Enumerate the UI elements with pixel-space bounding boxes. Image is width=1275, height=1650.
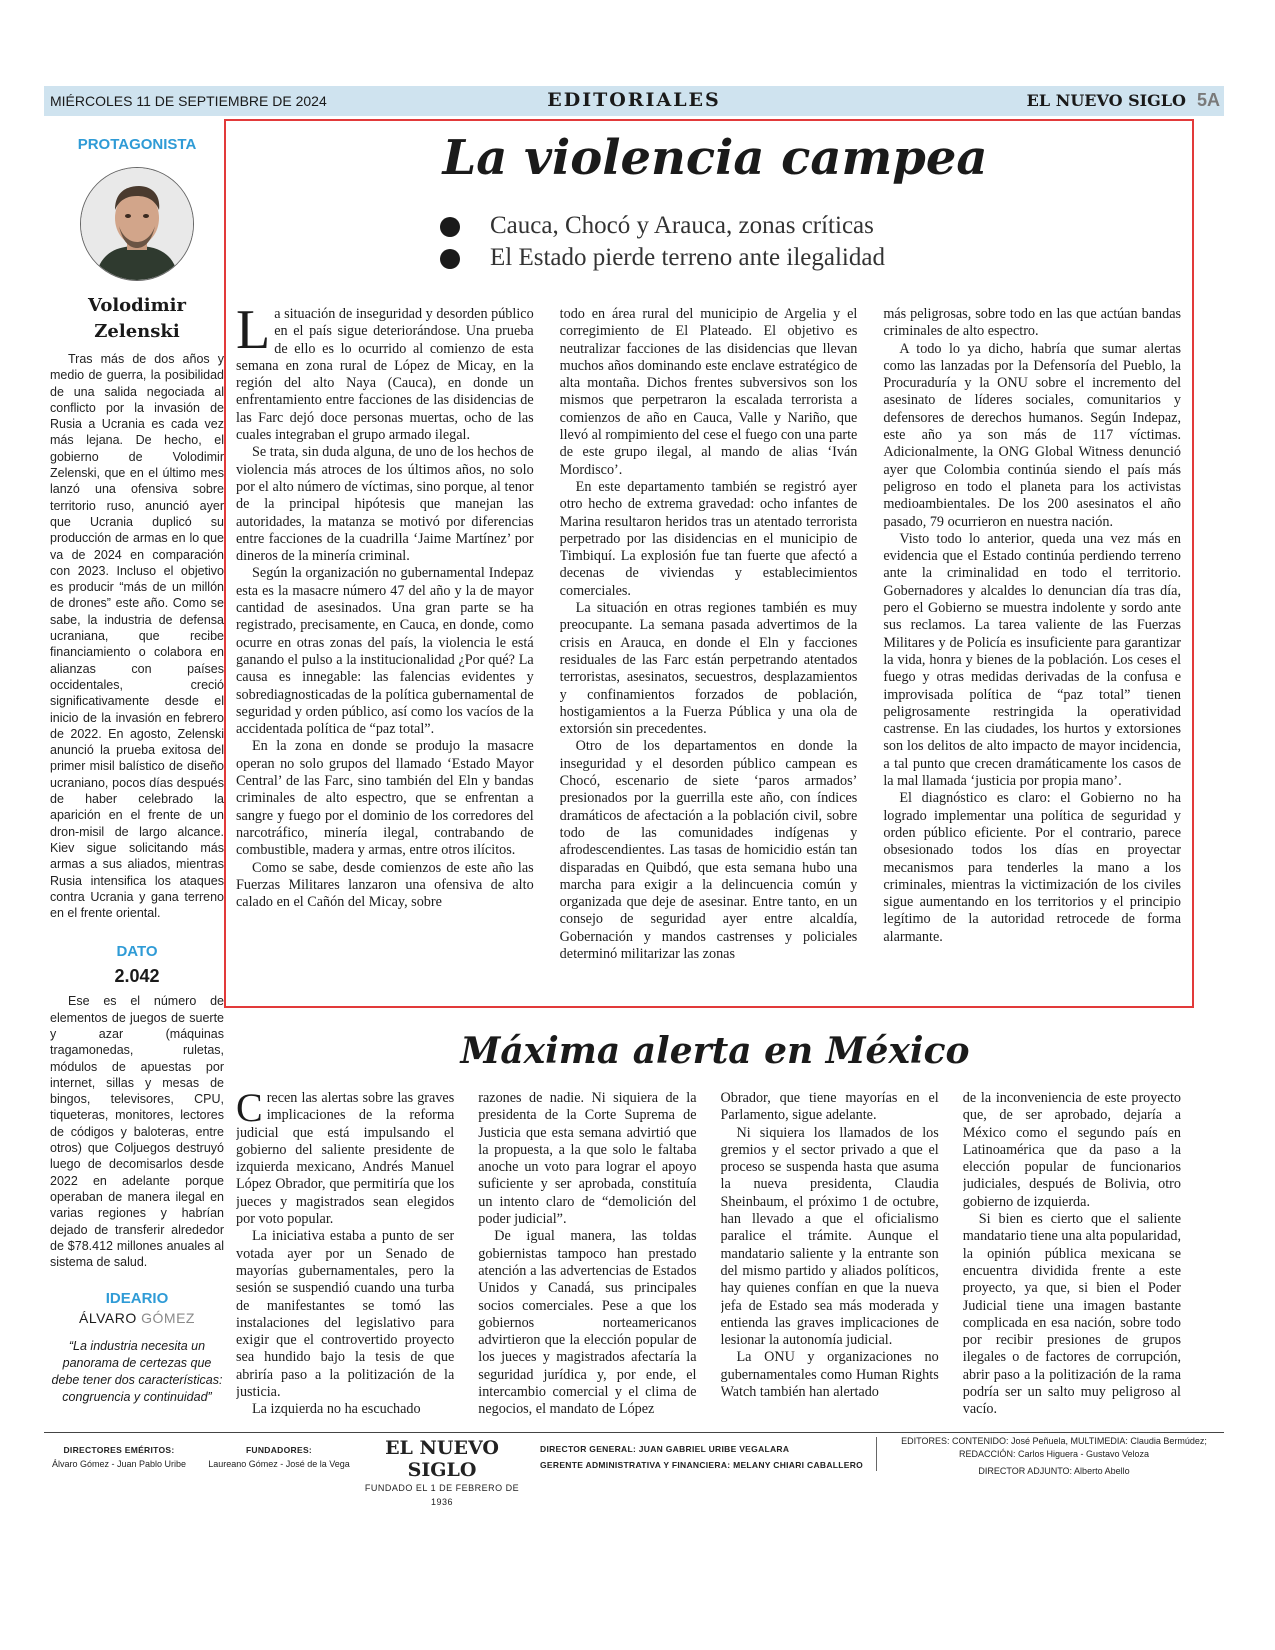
director-adjunto: DIRECTOR ADJUNTO: Alberto Abello [978, 1466, 1130, 1476]
summary-text: El Estado pierde terreno ante ilegalidad [490, 244, 885, 271]
paragraph: razones de nadie. Ni siquiera de la presidenta de la Corte Suprema de Justicia que esta semana advirtió que la propuesta, a la que solo le faltaba anoche un voto para lograr el apoyo suficiente y ser aprobada, constituía un intento claro de “demolición del poder judicial”. [478, 1090, 697, 1228]
paragraph: La iniciativa estaba a punto de ser votada ayer por un Senado de mayorías gubernamentales, pero la sesión se suspendió cuando una turba de manifestantes se tomó las instalaciones del legislativo para exigir que el controvertido proyecto sea hundido bajo la tesis de que abriría paso a la politización de la justicia. [236, 1228, 455, 1401]
ideario-label: IDEARIO [105, 1290, 169, 1308]
portrait-image [81, 168, 193, 280]
footer-divider [876, 1437, 877, 1471]
sidebar [44, 136, 230, 1406]
director-general: DIRECTOR GENERAL: JUAN GABRIEL URIBE VEGALARA [540, 1444, 790, 1454]
direction-block [540, 1441, 870, 1473]
dato-label: DATO [116, 943, 158, 961]
issue-date: MIÉRCOLES 11 DE SEPTIEMBRE DE 2024 [50, 93, 327, 109]
paragraph: Si bien es cierto que el saliente mandatario tiene una alta popularidad, la opinión pública mexicana se encuentra dividida frente a este proyecto, ya que, si bien el Poder Judicial tiene una imagen bastante complicada en esa nación, sobre todo por recibir presiones de grupos ilegales o de factores de corrupción, abrir paso a la politización de la rama podría ser un salto muy peligroso al vacío. [962, 1211, 1181, 1418]
paragraph: de la inconveniencia de este proyecto que, de ser aprobado, dejaría a México como el segundo país en Latinoamérica que da paso a la elección popular de funcionarios judiciales, después de Bolivia, otro gobierno de izquierda. [962, 1090, 1181, 1210]
ideario-author-last: GÓMEZ [141, 1310, 195, 1327]
ideario-author-first: ÁLVARO [79, 1310, 137, 1327]
paragraph: Según la organización no gubernamental Indepaz esta es la masacre número 47 del año y la de mayor cantidad de asesinados. Una gran parte se ha registrado, precisamente, en Cauca, en donde, como ocurre en otras zonas del país, la violencia le está ganando el pulso a la institucionalidad ¿Por qué? La causa es innegable: las falencias evidentes y sobrediagnosticadas de la política gubernamental de seguridad y orden público, así como los vacíos de la accidentada política de “paz total”. [236, 565, 534, 738]
page-number: 5A [1196, 90, 1220, 110]
person-last-name: Zelenski [94, 321, 180, 342]
paragraph: En la zona en donde se produjo la masacre operan no solo grupos del llamado ‘Estado Mayor Central’ de las Farc, sino también del Eln y bandas criminales de alto espectro, que se enfrentan a sangre y fuego por el dominio de los corredores del narcotráfico, minería ilegal, contrabando de combustible, madera y armas, entre otros ilícitos. [236, 738, 534, 859]
paragraph [236, 306, 534, 444]
dato-text: Ese es el número de elementos de juegos de suerte y azar (máquinas tragamonedas, ruletas, módulos de apuestas por internet, sillas y mesas de bingos, televisores, CPU, tiqueteras, monitores, lectores de códigos y baloteras, entre otros) que Coljuegos destruyó luego de decomisarlos desde 2022 en adelante porque operaban de manera ilegal en varias regiones y habrían dejado de transferir alrededor de $78.412 millones anuales al sistema de salud. [50, 994, 224, 1270]
bullet-icon [440, 217, 460, 237]
editores: EDITORES: CONTENIDO: José Peñuela, MULTIMEDIA: Claudia Bermúdez; [901, 1436, 1207, 1446]
paragraph: El diagnóstico es claro: el Gobierno no ha logrado implementar una política de seguridad y orden público eficiente. Por el contrario, parece obsesionado todos los días en proyectar mecanismos para tenderles la mano a los criminales, mientras la victimización de los civiles sigue aumentando en los territorios y el principio legítimo de la autoridad retrocede de forma alarmante. [883, 790, 1182, 945]
ideario-author [44, 1310, 230, 1326]
protagonista-label: PROTAGONISTA [77, 136, 197, 153]
dato-number: 2.042 [114, 966, 160, 987]
editorial-2-title: Máxima alerta en México [460, 1030, 970, 1072]
emeritos-label: DIRECTORES EMÉRITOS: [63, 1445, 175, 1455]
fundadores-label: FUNDADORES: [245, 1445, 313, 1455]
founded-date: FUNDADO EL 1 DE FEBRERO DE 1936 [364, 1483, 520, 1507]
editorial-2-column-4 [963, 1090, 1181, 1422]
newspaper-brand: EL NUEVO SIGLO [1026, 91, 1186, 110]
gerente: GERENTE ADMINISTRATIVA Y FINANCIERA: MELANY CHIARI CABALLERO [540, 1460, 864, 1470]
drop-cap: L [236, 306, 271, 361]
paragraph-text: recen las alertas sobre las graves implicaciones de la reforma judicial que está impulsando el gobierno del saliente presidente de izquierda mexicano, Andrés Manuel López Obrador, que permitiría que los jueces y magistrados sean elegidos por voto popular. [236, 1090, 455, 1228]
paragraph: La situación en otras regiones también es muy preocupante. La semana pasada advertimos de la crisis en Arauca, en donde el Eln y facciones residuales de las Farc están perpetrando atentados terroristas, asesinatos, secuestros, desplazamientos y confinamientos forzados de población, hostigamientos a la Fuerza Pública y una ola de extorsión sin precedentes. [559, 600, 858, 738]
editorial-2-column-3 [721, 1090, 939, 1422]
protagonista-text: Tras más de dos años y medio de guerra, la posibilidad de una salida negociada al conflicto por la invasión de Rusia a Ucrania es cada vez más lejana. De hecho, el gobierno de Volodimir Zelenski, que en el último mes lanzó una ofensiva sobre territorio ruso, anunció ayer que Ucrania duplicó su producción de armas en lo que va de 2024 en comparación con 2023. Incluso el objetivo es producir “más de un millón de drones” este año. Como se sabe, la industria de defensa ucraniana, que recibe financiamiento o colabora en alianzas con países occidentales, creció significativamente desde el inicio de la invasión en febrero de 2022. En agosto, Zelenski anunció la prueba exitosa del primer misil balístico de diseño ucraniano, pocos días después de haber celebrado la aparición en el frente de un dron-misil de largo alcance. Kiev sigue solicitando más armas a sus aliados, mientras Rusia intensifica los ataques contra Ucrania y gana terreno en el frente oriental. [50, 352, 224, 921]
person-name [44, 293, 230, 345]
paragraph: Se trata, sin duda alguna, de uno de los hechos de violencia más atroces de los últimos años, no solo por el alto número de víctimas, sino porque, al tenor de la principal hipótesis que manejan las autoridades, la matanza se motivó por diferencias entre facciones de la cuadrilla ‘Jaime Martínez’ por dineros de la minería criminal. [236, 444, 534, 565]
paragraph-text: a situación de inseguridad y desorden público en el país sigue deteriorándose. Una prueba de ello es lo ocurrido al comienzo de esta semana en zona rural de López de Micay, en la región del alto Naya (Cauca), en donde un enfrentamiento entre facciones de las disidencias de las Farc dejó doce personas muertas, ocho de las cuales integraban el grupo armado ilegal. [236, 306, 534, 444]
paragraph: todo en área rural del municipio de Argelia y el corregimiento de El Plateado. El objetivo es neutralizar facciones de las disidencias que llevan muchos años dominando este enclave estratégico de alta montaña. Dichos frentes subversivos son los mismos que perpetraron la escalada terrorista a comienzos de año en Cauca, Valle y Nariño, que llevó al rompimiento del cese el fuego con una parte de este grupo ilegal, al mando de alias ‘Iván Mordisco’. [559, 306, 858, 478]
person-first-name: Volodimir [88, 295, 186, 316]
paragraph: La izquierda no ha escuchado [252, 1401, 421, 1418]
editorial-2-column-1 [236, 1090, 454, 1422]
paragraph: Obrador, que tiene mayorías en el Parlamento, sigue adelante. [720, 1090, 939, 1124]
paragraph: Otro de los departamentos en donde la inseguridad y el desorden público campean es Chocó, escenario de siete ‘paros armados’ presionados por la guerrilla este año, con índices dramáticos de afectación a la población civil, sobre todo de las comunidades indígenas y afrodescendientes. Las tasas de homicidio están tan disparadas en Quibdó, que esta semana hubo una marcha para exigir a la delincuencia común y organizada que deje de asesinar. Entre tanto, en un consejo de seguridad ayer entre alcaldía, Gobernación y mandos castrenses y policiales determinó militarizar las zonas [559, 738, 858, 962]
page-header [44, 86, 1224, 116]
section-title: EDITORIALES [547, 89, 721, 111]
bullet-icon [440, 249, 460, 269]
paragraph: Como se sabe, desde comienzos de este año las Fuerzas Militares lanzaron una ofensiva de alto calado en el Cañón del Micay, sobre [236, 859, 534, 911]
fundadores [204, 1443, 354, 1471]
paragraph: Ni siquiera los llamados de los gremios y el sector privado a que el proceso se suspenda hasta que asuma la nueva presidenta, Claudia Sheinbaum, el próximo 1 de octubre, han llevado a que el oficialismo paralice el trámite. Aunque el mandatario saliente y la entrante son del mismo partido y aliados políticos, hay quienes confían en que la nueva jefa de Estado sea más moderada y entienda las graves implicaciones de lesionar la autonomía judicial. [720, 1124, 939, 1349]
paragraph: A todo lo ya dicho, habría que sumar alertas como las lanzadas por la Defensoría del Pueblo, la Procuraduría y la ONU sobre el incremento del asesinato de líderes sociales, comunitarios y defensores de derechos humanos. Según Indepaz, este año ya son más de 117 víctimas. Adicionalmente, la ONG Global Witness denunció ayer que Colombia continúa siendo el país más peligroso en todo el planeta para los activistas medioambientales. De los 200 asesinatos el año pasado, 79 ocurrieron en nuestra nación. [883, 340, 1182, 530]
paragraph [236, 1090, 454, 1228]
drop-cap: C [236, 1090, 263, 1130]
page-footer [44, 1432, 1224, 1507]
emeritos-names: Álvaro Gómez - Juan Pablo Uribe [51, 1459, 187, 1469]
editorial-1-summary [440, 210, 885, 274]
editorial-1-column-2 [560, 306, 858, 996]
redaccion: REDACCIÓN: Carlos Higuera - Gustavo Veloza [958, 1449, 1150, 1459]
summary-bullet [440, 242, 885, 274]
editores-block [884, 1435, 1224, 1478]
paragraph: más peligrosas, sobre todo en las que actúan bandas criminales de alto espectro. [883, 306, 1182, 340]
summary-text: Cauca, Chocó y Arauca, zonas críticas [490, 212, 874, 239]
editorial-1-column-1 [236, 306, 534, 996]
editorial-1-column-3 [883, 306, 1181, 996]
paragraph: La ONU y organizaciones no gubernamentales como Human Rights Watch también han alertado [720, 1349, 939, 1401]
editorial-2-column-2 [478, 1090, 696, 1422]
editorial-1-title: La violencia campea [442, 130, 988, 186]
portrait-photo [80, 167, 194, 281]
fundadores-names: Laureano Gómez - José de la Vega [208, 1459, 350, 1469]
paragraph: Visto todo lo anterior, queda una vez más en evidencia que el Estado continúa perdiendo terreno ante la criminalidad en todo el territorio. Gobernadores y alcaldes lo denuncian día tras día, pero el Gobierno se muestra indolente y sordo ante sus reclamos. La tarea valiente de las Fuerzas Militares y de Policía es insuficiente para garantizar la vida, honra y bienes de la población. Los ceses el fuego y otras medidas derivadas de la confusa e improvisada política de “paz total” tienen peligrosamente restringida la operatividad castrense. En las ciudades, los hurtos y extorsiones son los delitos de alto impacto de mayor incidencia, a tal punto que crecen dramáticamente los casos de la mal llamada ‘justicia por propia mano’. [883, 530, 1182, 790]
paragraph: De igual manera, las toldas gobiernistas tampoco han prestado atención a las advertencias de Estados Unidos y Canadá, sus principales socios comerciales. Pese a que los gobiernos norteamericanos advirtieron que la elección popular de los jueces y magistrados afectaría la seguridad jurídica y, por ende, el intercambio comercial y el clima de negocios, el mandato de López [478, 1228, 697, 1418]
summary-bullet [440, 210, 885, 242]
editorial-2-body [236, 1090, 1181, 1422]
footer-logo: EL NUEVO SIGLO [385, 1437, 499, 1481]
directores-emeritos [44, 1443, 194, 1471]
footer-logo-block [362, 1437, 522, 1509]
ideario-quote: “La industria necesita un panorama de certezas que debe tener dos características: congruencia y continuidad” [51, 1339, 223, 1405]
paragraph: En este departamento también se registró ayer otro hecho de extrema gravedad: ocho infantes de Marina resultaron heridos tras un atentado terrorista perpetrado por las disidencias en el municipio de Timbiquí. La explosión fue tan fuerte que afectó a decenas de viviendas y establecimientos comerciales. [559, 478, 858, 599]
editorial-1-body [236, 306, 1181, 996]
